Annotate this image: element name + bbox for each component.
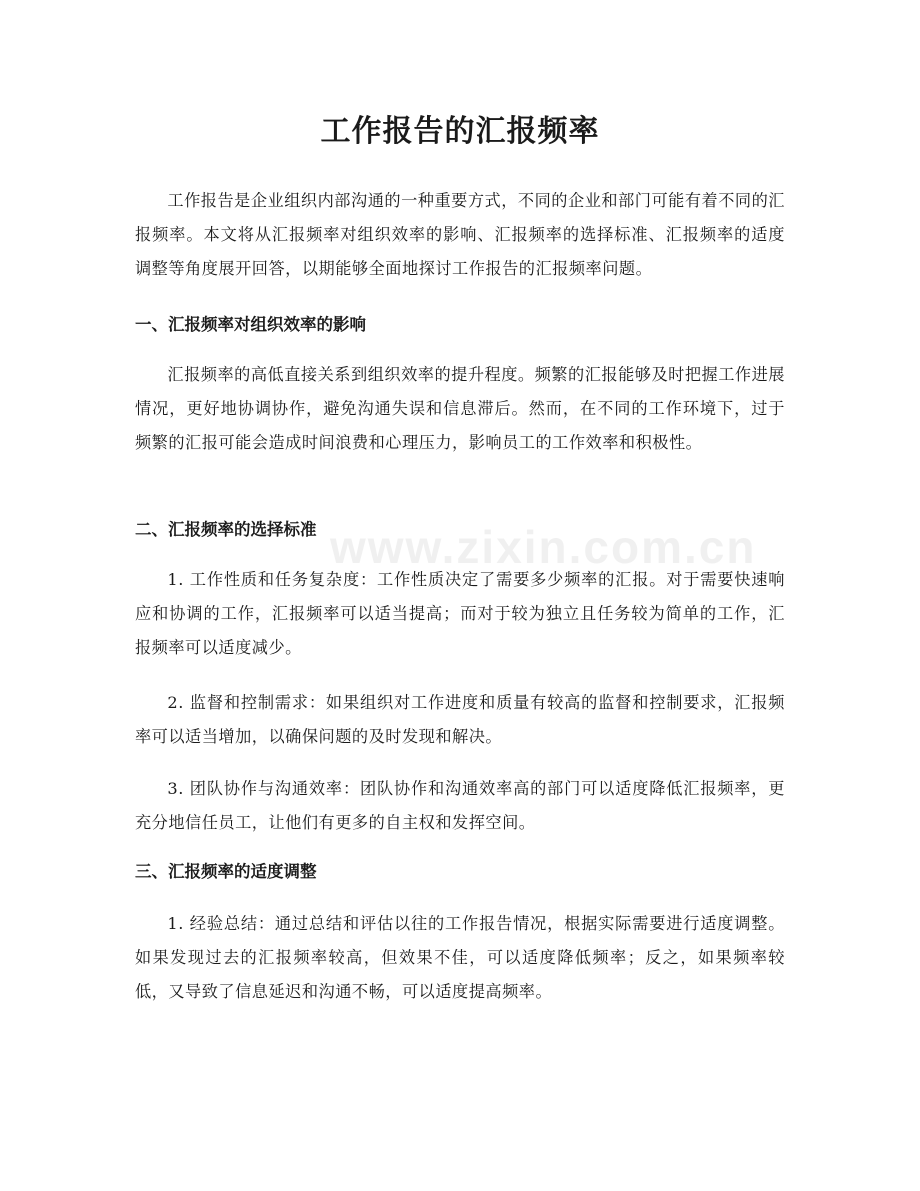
- document-title: 工作报告的汇报频率: [320, 114, 600, 149]
- section-2-paragraph-3: 3. 团队协作与沟通效率：团队协作和沟通效率高的部门可以适度降低汇报频率，更充分地信任员工，让他们有更多的自主权和发挥空间。: [135, 779, 785, 832]
- section-3-paragraph-1: 1. 经验总结：通过总结和评估以往的工作报告情况，根据实际需要进行适度调整。如果发现过去的汇报频率较高，但效果不佳，可以适度降低频率；反之，如果频率较低，又导致了信息延迟和沟通不畅，可以适度提高频率。: [135, 914, 785, 1001]
- intro-paragraph: 工作报告是企业组织内部沟通的一种重要方式，不同的企业和部门可能有着不同的汇报频率。本文将从汇报频率对组织效率的影响、汇报频率的选择标准、汇报频率的适度调整等角度展开回答，以期能够全面地探讨工作报告的汇报频率问题。: [135, 191, 785, 278]
- watermark: www.zixin.com.cn: [330, 521, 757, 573]
- section-1-paragraph-1: 汇报频率的高低直接关系到组织效率的提升程度。频繁的汇报能够及时把握工作进展情况，更好地协调协作，避免沟通失误和信息滞后。然而，在不同的工作环境下，过于频繁的汇报可能会造成时间浪费和心理压力，影响员工的工作效率和积极性。: [135, 365, 785, 452]
- section-2-paragraph-1: 1. 工作性质和任务复杂度：工作性质决定了需要多少频率的汇报。对于需要快速响应和协调的工作，汇报频率可以适当提高；而对于较为独立且任务较为简单的工作，汇报频率可以适度减少。: [135, 570, 785, 657]
- section-heading-2: 二、汇报频率的选择标准: [135, 520, 317, 539]
- section-2-paragraph-2: 2. 监督和控制需求：如果组织对工作进度和质量有较高的监督和控制要求，汇报频率可以适当增加，以确保问题的及时发现和解决。: [135, 693, 785, 746]
- section-heading-3: 三、汇报频率的适度调整: [135, 862, 317, 881]
- section-heading-1: 一、汇报频率对组织效率的影响: [135, 315, 366, 334]
